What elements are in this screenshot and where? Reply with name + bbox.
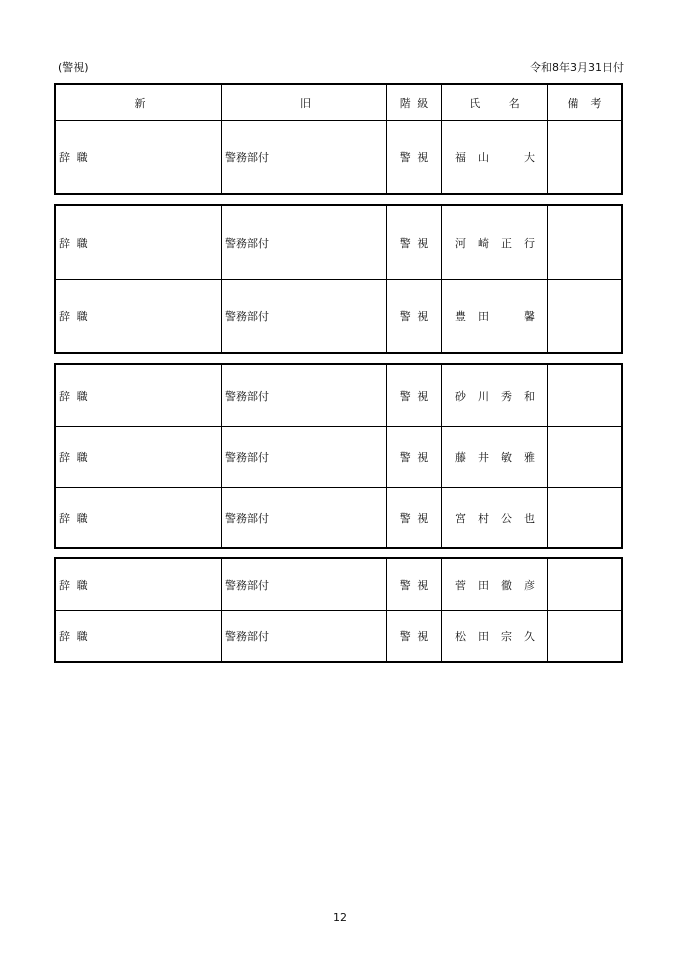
cell-old-position: 警務部付 (221, 206, 386, 279)
personnel-table-block-3 (54, 363, 623, 549)
cell-old-position: 警務部付 (221, 611, 386, 661)
column-header-old: 旧 (221, 85, 386, 120)
column-header-rank: 階級 (386, 85, 441, 120)
column-header-name: 氏名 (441, 85, 547, 120)
issue-date: 令和8年3月31日付 (530, 61, 624, 74)
page-heading: (警視) (58, 61, 89, 74)
cell-note (547, 121, 621, 193)
table-row (56, 206, 621, 279)
cell-old-position: 警務部付 (221, 121, 386, 193)
cell-rank: 警視 (386, 206, 441, 279)
cell-name: 宮村公也 (441, 488, 547, 547)
cell-old-position: 警務部付 (221, 559, 386, 610)
cell-new-position: 辞職 (59, 310, 95, 323)
cell-name: 豊田 馨 (441, 280, 547, 352)
personnel-table-block-1 (54, 83, 623, 195)
column-header-note: 備考 (547, 85, 621, 120)
cell-new-position: 辞職 (59, 389, 95, 403)
table-header-row (56, 85, 621, 120)
cell-rank: 警視 (386, 559, 441, 610)
cell-note (547, 206, 621, 279)
table-row (56, 487, 621, 547)
cell-note (547, 559, 621, 610)
cell-name: 菅田徹彦 (441, 559, 547, 610)
cell-note (547, 488, 621, 547)
cell-note (547, 280, 621, 352)
cell-note (547, 427, 621, 487)
cell-old-position: 警務部付 (221, 488, 386, 547)
cell-note (547, 365, 621, 426)
personnel-table-block-2 (54, 204, 623, 354)
cell-old-position: 警務部付 (221, 365, 386, 426)
cell-new-position: 辞職 (59, 578, 95, 592)
cell-note (547, 611, 621, 661)
table-row (56, 559, 621, 610)
personnel-table-block-4 (54, 557, 623, 663)
table-row (56, 120, 621, 193)
cell-rank: 警視 (386, 427, 441, 487)
cell-rank: 警視 (386, 365, 441, 426)
table-row (56, 279, 621, 352)
cell-new-position: 辞職 (59, 451, 95, 464)
cell-name: 福山 大 (441, 121, 547, 193)
cell-rank: 警視 (386, 488, 441, 547)
column-header-new: 新 (134, 96, 146, 110)
cell-rank: 警視 (386, 611, 441, 661)
cell-new-position: 辞職 (59, 236, 95, 250)
cell-rank: 警視 (386, 121, 441, 193)
table-row (56, 610, 621, 661)
table-row (56, 426, 621, 487)
table-row (56, 365, 621, 426)
cell-rank: 警視 (386, 280, 441, 352)
cell-name: 藤井敏雅 (441, 427, 547, 487)
cell-name: 松田宗久 (441, 611, 547, 661)
cell-old-position: 警務部付 (221, 280, 386, 352)
cell-new-position: 辞職 (59, 511, 95, 525)
cell-old-position: 警務部付 (221, 427, 386, 487)
cell-name: 砂川秀和 (441, 365, 547, 426)
cell-new-position: 辞職 (59, 151, 95, 164)
cell-name: 河崎正行 (441, 206, 547, 279)
page-number: 12 (333, 911, 347, 924)
cell-new-position: 辞職 (59, 630, 95, 643)
